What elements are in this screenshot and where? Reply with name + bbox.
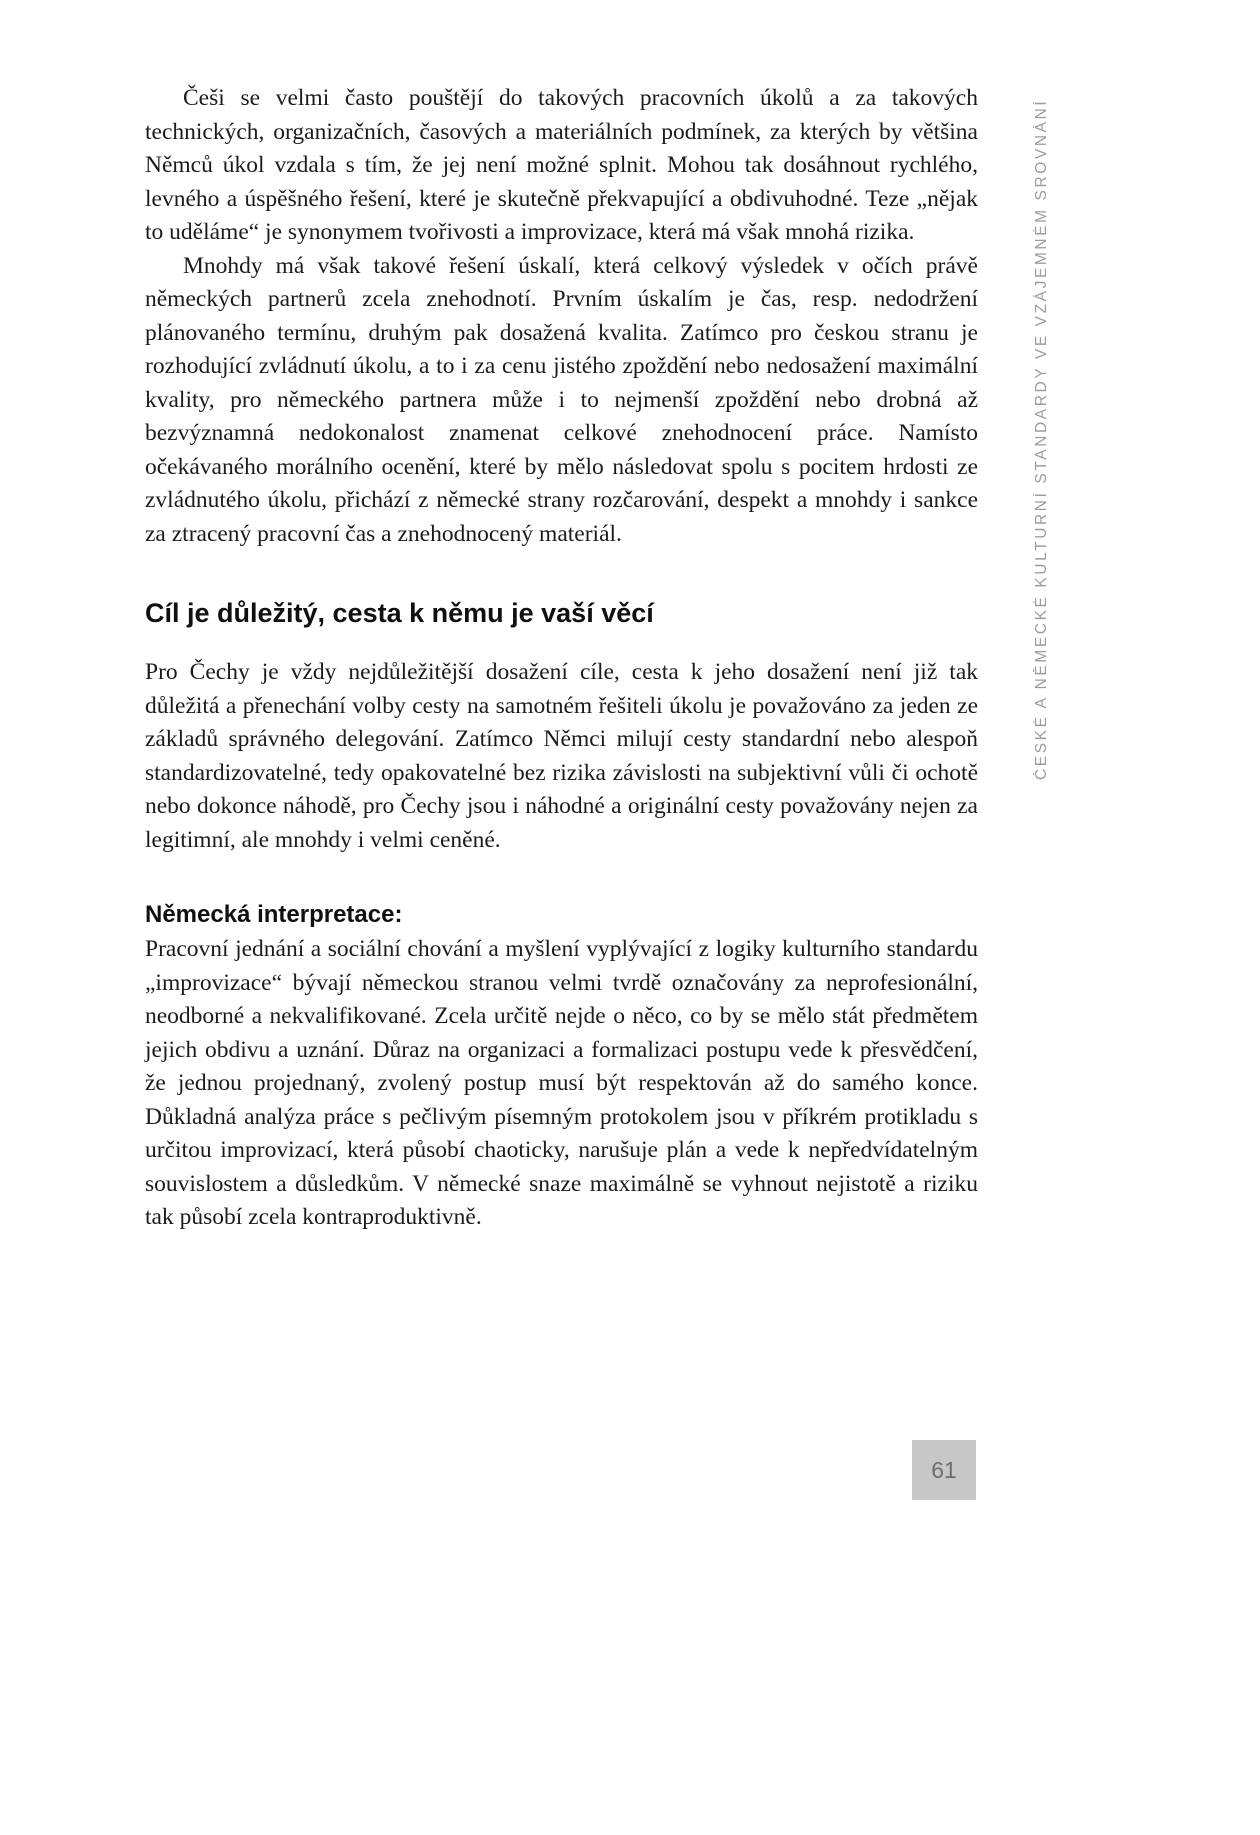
paragraph-german-interpretation: Pracovní jednání a sociální chování a myšlení vyplývající z logiky kulturního standardu „improvizace“ bývají německou stranou velmi tvrdě označovány za neprofesionální, neodborné a nekvalifikované. Zcela určitě nejde o něco, co by se mělo stát předmětem jejich obdivu a uznání. Důraz na organizaci a formalizaci postupu vede k přesvědčení, že jednou projednaný, zvolený postup musí být respektován až do samého konce. Důkladná analýza práce s pečlivým písemným protokolem jsou v příkrém protikladu s určitou improvizací, která působí chaoticky, narušuje plán a vede k nepředvídatelným souvislostem a důsledkům. V německé snaze maximálně se vyhnout nejistotě a riziku tak působí zcela kontraproduktivně. [145, 936, 978, 1230]
chapter-running-head-vertical: ČESKÉ A NĚMECKÉ KULTURNÍ STANDARDY VE VZÁJEMNÉM SROVNÁNÍ [1033, 98, 1050, 780]
paragraph-risks: Mnohdy má však takové řešení úskalí, která celkový výsledek v očích právě německých partnerů zcela znehodnotí. Prvním úskalím je čas, resp. nedodržení plánovaného termínu, druhým pak dosažená kvalita. Zatímco pro českou stranu je rozhodující zvládnutí úkolu, a to i za cenu jistého zpoždění nebo nedosažení maximální kvality, pro německého partnera může i to nejmenší zpoždění nebo drobná až bezvýznamná nedokonalost znamenat celkové znehodnocení práce. Namísto očekávaného morálního ocenění, které by mělo následovat spolu s pocitem hrdosti ze zvládnutého úkolu, přichází z německé strany rozčarování, despekt a mnohdy i sankce za ztracený pracovní čas a znehodnocený materiál. [145, 252, 978, 547]
sub-heading-german-interpretation: Německá interpretace: [145, 901, 403, 928]
page-number-box [912, 1440, 976, 1500]
paragraph-goal-vs-path: Pro Čechy je vždy nejdůležitější dosažení cíle, cesta k jeho dosažení není již tak důležitá a přenechání volby cesty na samotném řešiteli úkolu je považováno za jeden ze základů správného delegování. Zatímco Němci milují cesty standardní nebo alespoň standardizovatelné, tedy opakovatelné bez rizika závislosti na subjektivní vůli či ochotě nebo dokonce náhodě, pro Čechy jsou i náhodné a originální cesty považovány nejen za legitimní, ale mnohdy i velmi ceněné. [145, 659, 978, 853]
main-text-column [145, 82, 978, 1235]
section-heading-goal: Cíl je důležitý, cesta k němu je vaší věcí [145, 598, 654, 628]
paragraph-czech-approach: Češi se velmi často pouštějí do takových pracovních úkolů a za takových technických, organizačních, časových a materiálních podmínek, za kterých by většina Němců úkol vzdala s tím, že jej není možné splnit. Mohou tak dosáhnout rychlého, levného a úspěšného řešení, které je skutečně překvapující a obdivuhodné. Teze „nějak to uděláme“ je synonymem tvořivosti a improvizace, která má však mnohá rizika. [145, 85, 978, 245]
page-number: 61 [931, 1456, 957, 1483]
